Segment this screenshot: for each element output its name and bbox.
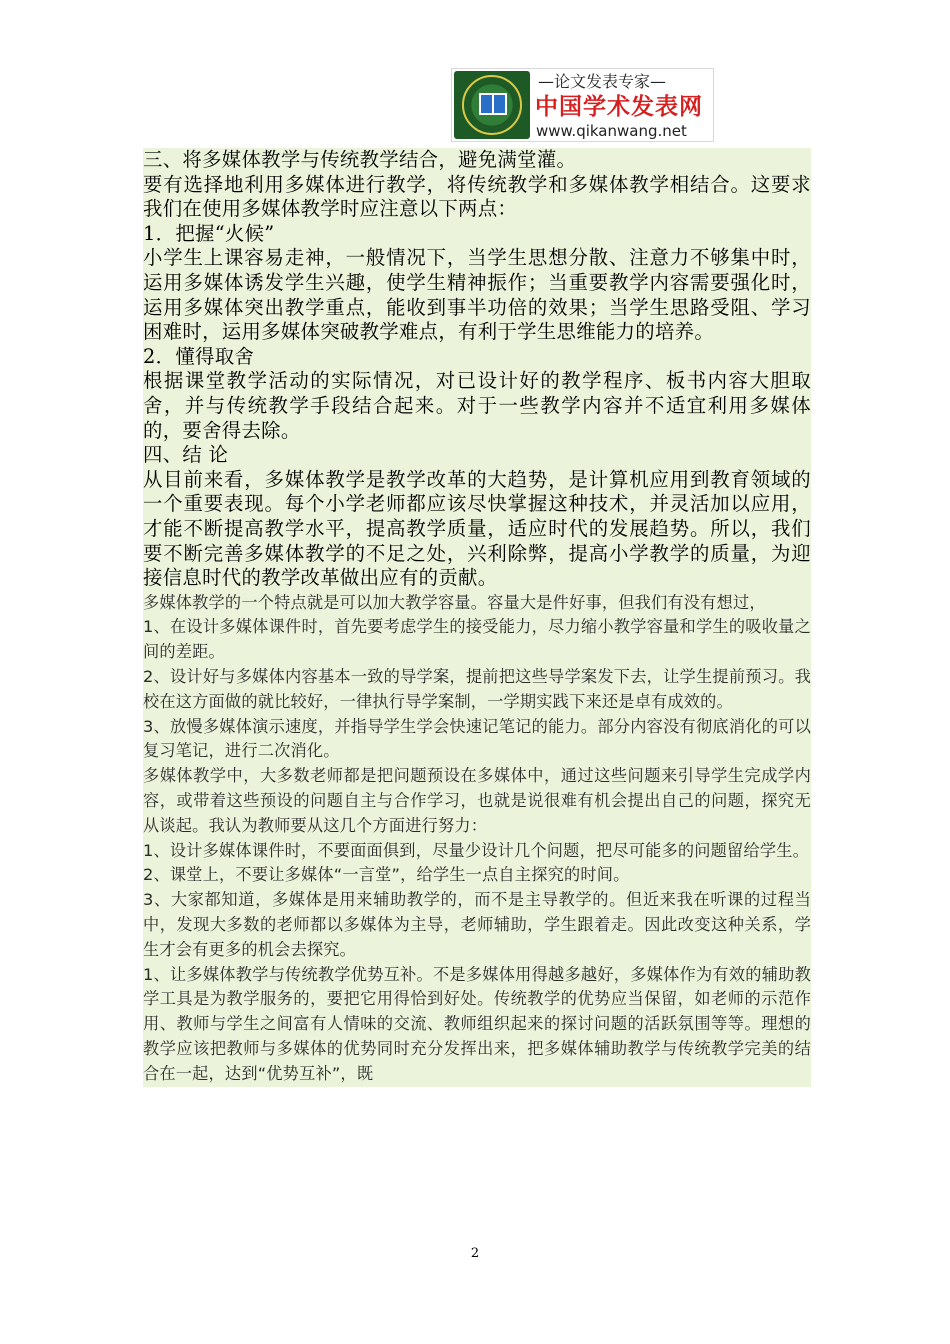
paragraph: 根据课堂教学活动的实际情况，对已设计好的教学程序、板书内容大胆取舍，并与传统教学手段结合起来。对于一些教学内容并不适宜利用多媒体的，要舍得去除。 [143,369,811,442]
list-item: 3、放慢多媒体演示速度，并指导学生学会快速记笔记的能力。部分内容没有彻底消化的可以复习笔记，进行二次消化。 [143,715,811,765]
section-heading: 四、结 论 [143,443,811,468]
section-heading: 三、将多媒体教学与传统教学结合，避免满堂灌。 [143,148,811,173]
book-icon [479,93,507,115]
logo-url: www.qikanwang.net [536,122,687,140]
logo-tagline: —论文发表专家— [538,72,667,91]
logo-title: 中国学术发表网 [535,94,703,120]
list-item: 2、设计好与多媒体内容基本一致的导学案，提前把这些导学案发下去，让学生提前预习。我校在这方面做的就比较好，一律执行导学案制，一学期实践下来还是卓有成效的。 [143,665,811,715]
paragraph: 多媒体教学的一个特点就是可以加大教学容量。容量大是件好事，但我们有没有想过， [143,591,811,616]
list-item: 3、大家都知道，多媒体是用来辅助教学的，而不是主导教学的。但近来我在听课的过程当中，发现大多数的老师都以多媒体为主导，老师辅助，学生跟着走。因此改变这种关系，学生才会有更多的机会去探究。 [143,888,811,962]
seal-emblem-icon [454,71,530,139]
site-logo [451,68,714,142]
subheading: 2．懂得取舍 [143,345,811,370]
list-item: 2、课堂上，不要让多媒体“一言堂”，给学生一点自主探究的时间。 [143,863,811,888]
document-body [143,148,811,1087]
list-item: 1、让多媒体教学与传统教学优势互补。不是多媒体用得越多越好，多媒体作为有效的辅助教学工具是为教学服务的，要把它用得恰到好处。传统教学的优势应当保留，如老师的示范作用、教师与学生之间富有人情味的交流、教师组织起来的探讨问题的活跃氛围等等。理想的教学应该把教师与多媒体的优势同时充分发挥出来，把多媒体辅助教学与传统教学完美的结合在一起，达到“优势互补”，既 [143,963,811,1087]
page-number: 2 [470,1246,480,1261]
paragraph: 要有选择地利用多媒体进行教学，将传统教学和多媒体教学相结合。这要求我们在使用多媒体教学时应注意以下两点： [143,172,811,221]
list-item: 1、设计多媒体课件时，不要面面俱到，尽量少设计几个问题，把尽可能多的问题留给学生。 [143,839,811,864]
list-item: 1、在设计多媒体课件时，首先要考虑学生的接受能力，尽力缩小教学容量和学生的吸收量之间的差距。 [143,615,811,665]
paragraph: 从目前来看，多媒体教学是教学改革的大趋势，是计算机应用到教育领域的一个重要表现。每个小学老师都应该尽快掌握这种技术，并灵活加以应用，才能不断提高教学水平，提高教学质量，适应时代的发展趋势。所以，我们要不断完善多媒体教学的不足之处，兴利除弊，提高小学教学的质量，为迎接信息时代的教学改革做出应有的贡献。 [143,467,811,590]
paragraph: 小学生上课容易走神，一般情况下，当学生思想分散、注意力不够集中时，运用多媒体诱发学生兴趣，使学生精神振作；当重要教学内容需要强化时，运用多媒体突出教学重点，能收到事半功倍的效果；当学生思路受阻、学习困难时，运用多媒体突破教学难点，有利于学生思维能力的培养。 [143,246,811,344]
paragraph: 多媒体教学中，大多数老师都是把问题预设在多媒体中，通过这些问题来引导学生完成学内容，或带着这些预设的问题自主与合作学习，也就是说很难有机会提出自己的问题，探究无从谈起。我认为教师要从这几个方面进行努力： [143,764,811,838]
subheading: 1．把握“火候” [143,222,811,247]
